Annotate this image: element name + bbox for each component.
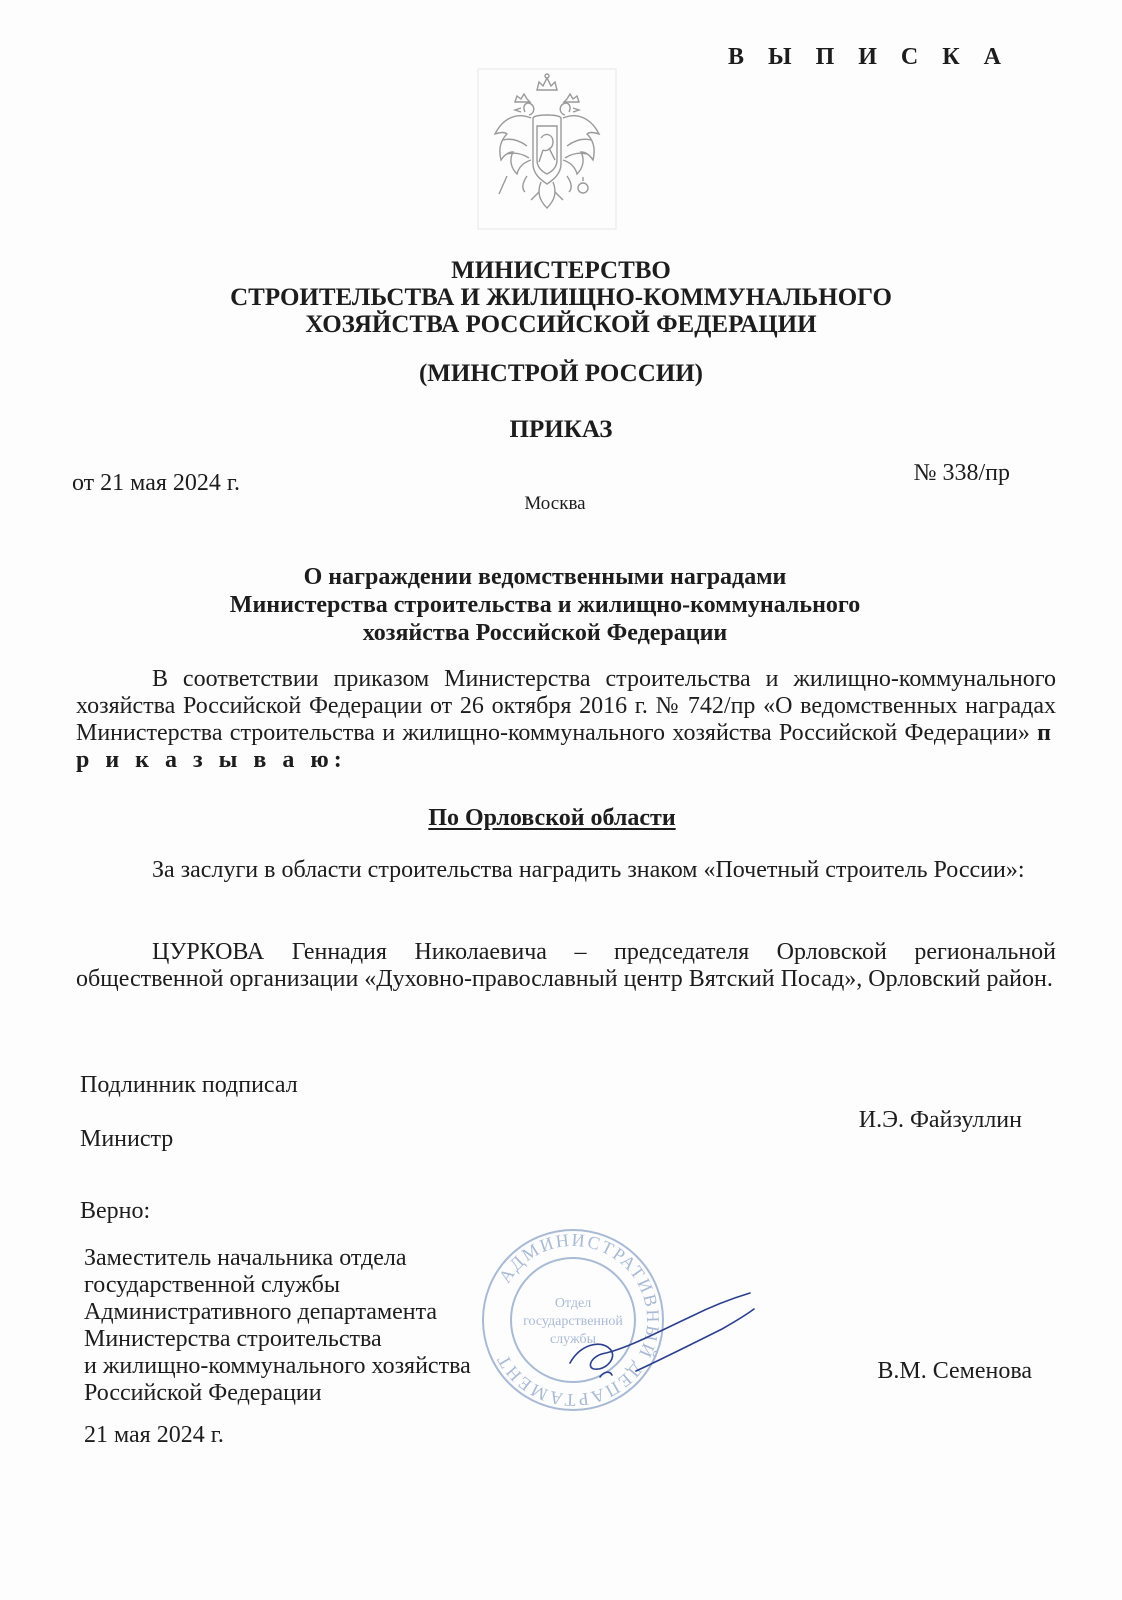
subject-line: хозяйства Российской Федерации: [362, 620, 728, 646]
ministry-line: СТРОИТЕЛЬСТВА И ЖИЛИЩНО-КОММУНАЛЬНОГО: [230, 284, 892, 311]
subject-line: О награждении ведомственными наградами: [303, 564, 787, 590]
order-date: от 21 мая 2024 г.: [72, 470, 241, 496]
preamble-paragraph: [76, 666, 1056, 774]
certification-date: 21 мая 2024 г.: [84, 1422, 224, 1448]
certifier-position-line: Министерства строительства: [84, 1326, 382, 1352]
order-number: № 338/пр: [913, 460, 1010, 486]
certifier-position-line: Заместитель начальника отдела: [84, 1245, 407, 1271]
preamble-text: В соответствии приказом Министерства строительства и жилищно-коммунального хозяйства Российской Федерации от 26 октября 2016 г. № 742/пр «О ведомственных наградах Министерства строительства и жилищно-коммунального хозяйства Российской Федерации»: [76, 666, 1056, 746]
award-paragraph: За заслуги в области строительства наградить знаком «Почетный строитель России»:: [152, 857, 1025, 883]
region-heading: По Орловской области: [428, 805, 676, 831]
certifier-position-line: Российской Федерации: [84, 1380, 322, 1406]
certifier-name: В.М. Семенова: [877, 1358, 1032, 1384]
stamp-center-line: службы: [549, 1332, 597, 1347]
extract-label: В Ы П И С К А: [728, 44, 1010, 70]
awardee-paragraph: ЦУРКОВА Геннадия Николаевича – председателя Орловской региональной общественной организации «Духовно-православный центр Вятский Посад», Орловский район.: [76, 939, 1056, 992]
certifier-position-line: государственной службы: [84, 1272, 340, 1298]
order-subject: [0, 563, 1090, 647]
certifier-position: [84, 1245, 471, 1407]
subject-line: Министерства строительства и жилищно-коммунального: [229, 592, 861, 618]
certifier-position-line: и жилищно-коммунального хозяйства: [84, 1353, 471, 1379]
handwritten-signature-icon: [540, 1275, 780, 1395]
stamp-center-line: государственной: [523, 1314, 623, 1329]
verified-label: Верно:: [80, 1198, 151, 1224]
order-word: п р и к а з ы в а ю:: [76, 720, 1056, 773]
ministry-abbreviation: (МИНСТРОЙ РОССИИ): [418, 360, 703, 387]
russian-coat-of-arms-icon: [477, 68, 617, 230]
ministry-line: МИНИСТЕРСТВО: [451, 257, 671, 284]
ministry-line: ХОЗЯЙСТВА РОССИЙСКОЙ ФЕДЕРАЦИИ: [305, 311, 817, 338]
certifier-position-line: Административного департамента: [84, 1299, 438, 1325]
ministry-name: [0, 257, 1122, 338]
signer-position: Министр: [80, 1126, 174, 1152]
signer-name: И.Э. Файзуллин: [858, 1107, 1022, 1133]
order-city: Москва: [524, 493, 586, 514]
stamp-center-line: Отдел: [554, 1296, 592, 1311]
order-title: ПРИКАЗ: [509, 416, 613, 443]
stamp-ring-text-path: АДМИНИСТРАТИВНЫЙ ДЕПАРТАМЕНТ: [492, 1229, 664, 1411]
original-signed-label: Подлинник подписал: [80, 1072, 298, 1098]
